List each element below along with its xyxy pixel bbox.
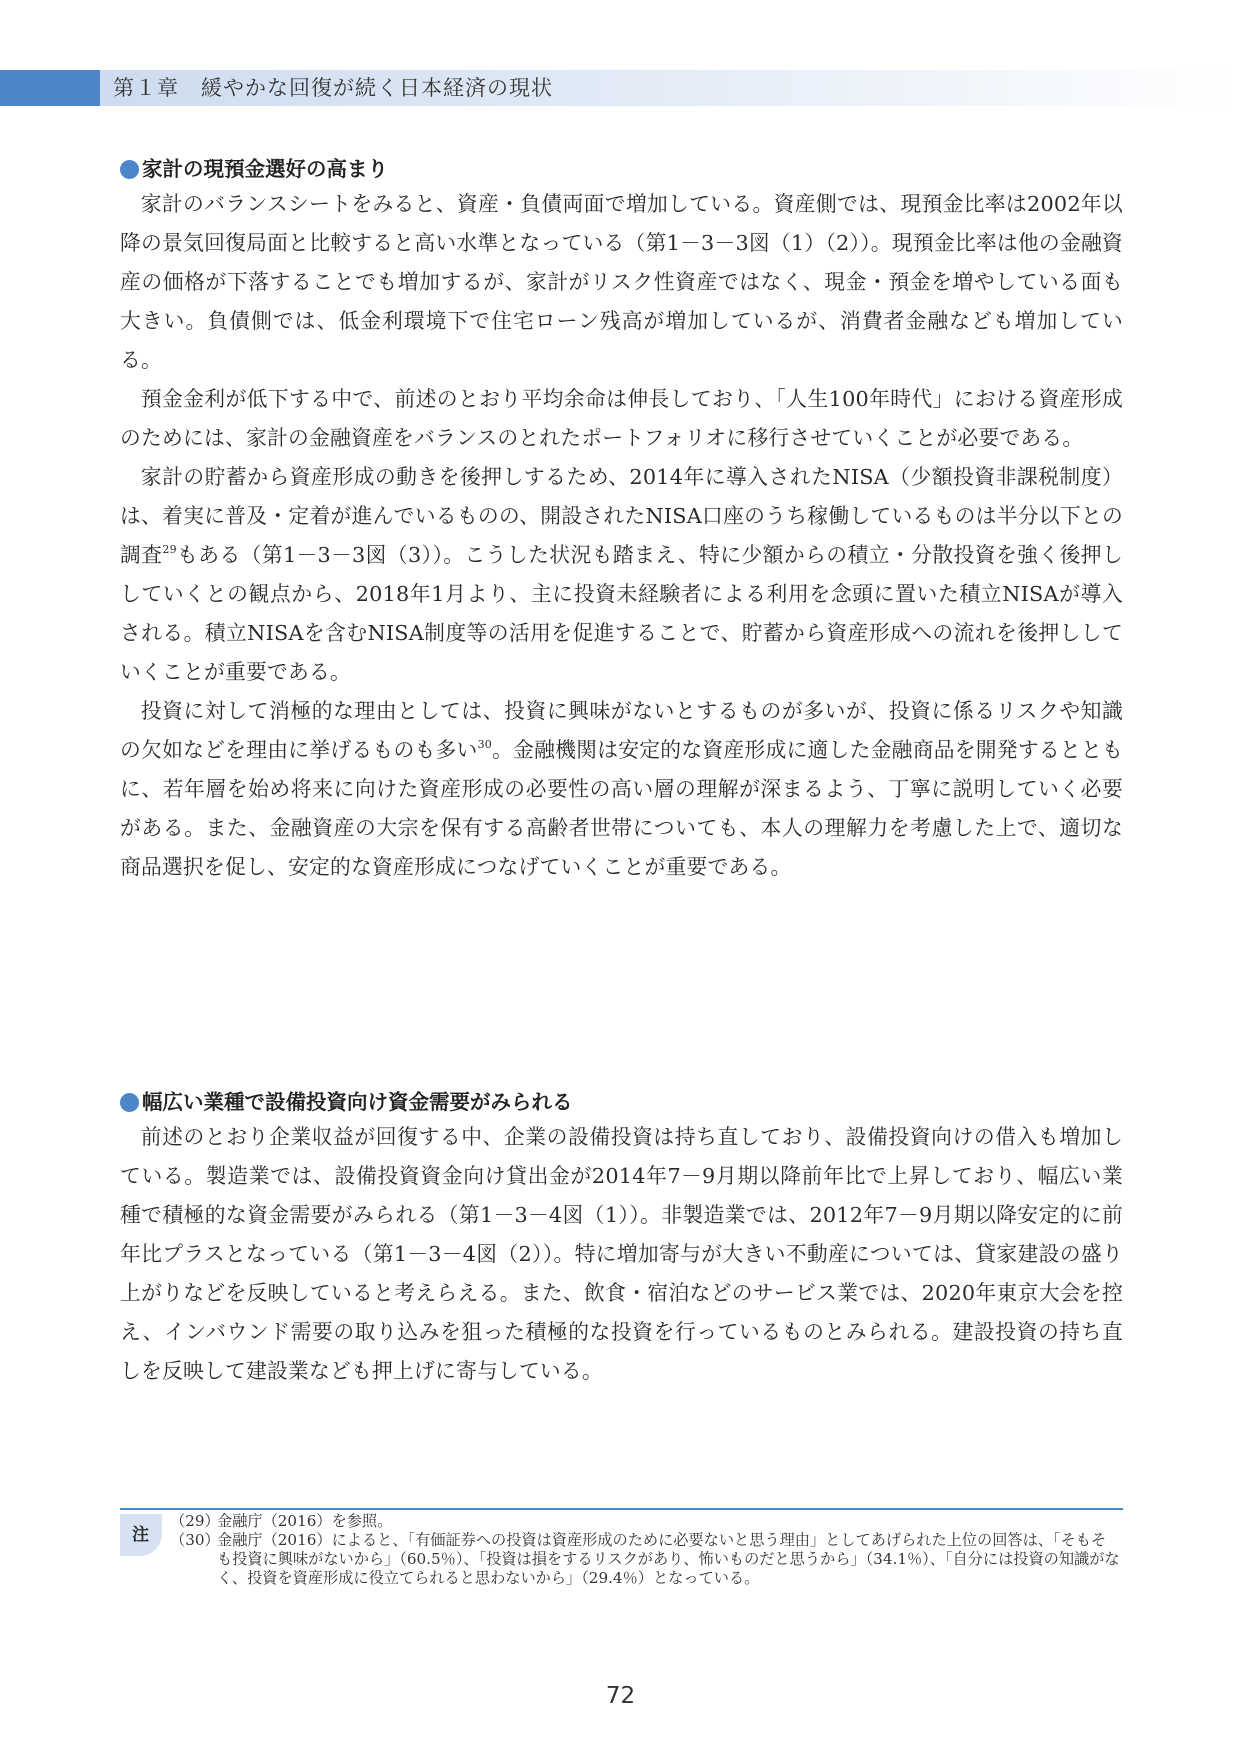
footnote-item xyxy=(170,1512,1120,1531)
paragraph: 預金金利が低下する中で、前述のとおり平均余命は伸長しており、「人生100年時代」における資産形成のためには、家計の金融資産をバランスのとれたポートフォリオに移行させていくことが必要である。 xyxy=(120,387,1123,450)
footnote-item xyxy=(170,1531,1120,1588)
paragraph: 前述のとおり企業収益が回復する中、企業の設備投資は持ち直しており、設備投資向けの借入も増加している。製造業では、設備投資資金向け貸出金が2014年7－9月期以降前年比で上昇しており、幅広い業種で積極的な資金需要がみられる（第1－3－4図（1））。非製造業では、2012年7－9月期以降安定的に前年比プラスとなっている（第1－3－4図（2））。特に増加寄与が大きい不動産については、貸家建設の盛り上がりなどを反映していると考えらえる。また、飲食・宿泊などのサービス業では、2020年東京大会を控え、インバウンド需要の取り込みを狙った積極的な投資を行っているものとみられる。建設投資の持ち直しを反映して建設業なども押上げに寄与している。 xyxy=(120,1125,1124,1383)
paragraph-text: 投資に対して消極的な理由としては、投資に興味がないとするものが多いが、投資に係るリスクや知識の欠如などを理由に挙げるものも多い xyxy=(120,699,1123,762)
paragraph: 家計のバランスシートをみると、資産・負債両面で増加している。資産側では、現預金比率は2002年以降の景気回復局面と比較すると高い水準となっている（第1－3－3図（1）（2））。現預金比率は他の金融資産の価格が下落することでも増加するが、家計がリスク性資産ではなく、現金・預金を増やしている面も大きい。負債側では、低金利環境下で住宅ローン残高が増加しているが、消費者金融なども増加している。 xyxy=(120,192,1123,372)
section-heading-household xyxy=(120,154,388,184)
notes-badge xyxy=(120,1514,162,1556)
footnote-text: 金融庁（2016）によると、「有価証券への投資は資産形成のために必要ないと思う理由」としてあげられた上位の回答は、「そもそも投資に興味がないから」（60.5％）、「投資は損をするリスクがあり、怖いものだと思うから」（34.1％）、「自分には投資の知識がなく、投資を資産形成に役立てられると思わないから」（29.4％）となっている。 xyxy=(217,1531,1120,1587)
section-body-household xyxy=(120,185,1123,887)
footnote-text: 金融庁（2016）を参照。 xyxy=(217,1512,393,1530)
notes-label: 注 xyxy=(132,1525,149,1545)
section-body-capex xyxy=(120,1118,1123,1391)
section-heading-text: 家計の現預金選好の高まり xyxy=(142,157,388,181)
footnote-ref: 29 xyxy=(162,543,177,556)
footnote-ref: 30 xyxy=(477,738,492,751)
paragraph-text: 家計の貯蓄から資産形成の動きを後押しするため、2014年に導入されたNISA（少額投資非課税制度）は、着実に普及・定着が進んでいるものの、開設されたNISA口座のうち稼働しているものは半分以下との調査 xyxy=(120,465,1123,567)
footnote-number: （29） xyxy=(170,1512,220,1530)
footnotes xyxy=(170,1512,1120,1588)
chapter-header xyxy=(0,70,1241,106)
footnote-number: （30） xyxy=(170,1531,220,1549)
paragraph-text: 。金融機関は安定的な資産形成に適した金融商品を開発するとともに、若年層を始め将来に向けた資産形成の必要性の高い層の理解が深まるよう、丁寧に説明していく必要がある。また、金融資産の大宗を保有する高齢者世帯についても、本人の理解力を考慮した上で、適切な商品選択を促し、安定的な資産形成につなげていくことが重要である。 xyxy=(120,738,1123,879)
paragraph xyxy=(120,458,1123,692)
chapter-tab xyxy=(0,70,100,106)
section-heading-text: 幅広い業種で設備投資向け資金需要がみられる xyxy=(142,1090,573,1114)
paragraph-text: もある（第1－3－3図（3））。こうした状況も踏まえ、特に少額からの積立・分散投資を強く後押ししていくとの観点から、2018年1月より、主に投資未経験者による利用を念頭に置いた積立NISAが導入される。積立NISAを含むNISA制度等の活用を促進することで、貯蓄から資産形成への流れを後押ししていくことが重要である。 xyxy=(120,543,1123,684)
page-number: 72 xyxy=(605,1683,636,1709)
notes-divider xyxy=(120,1508,1123,1510)
paragraph xyxy=(120,692,1123,887)
chapter-title: 第１章 緩やかな回復が続く日本経済の現状 xyxy=(113,76,553,100)
bullet-circle-icon xyxy=(120,1093,139,1112)
section-heading-capex xyxy=(120,1087,573,1117)
bullet-circle-icon xyxy=(120,160,139,179)
